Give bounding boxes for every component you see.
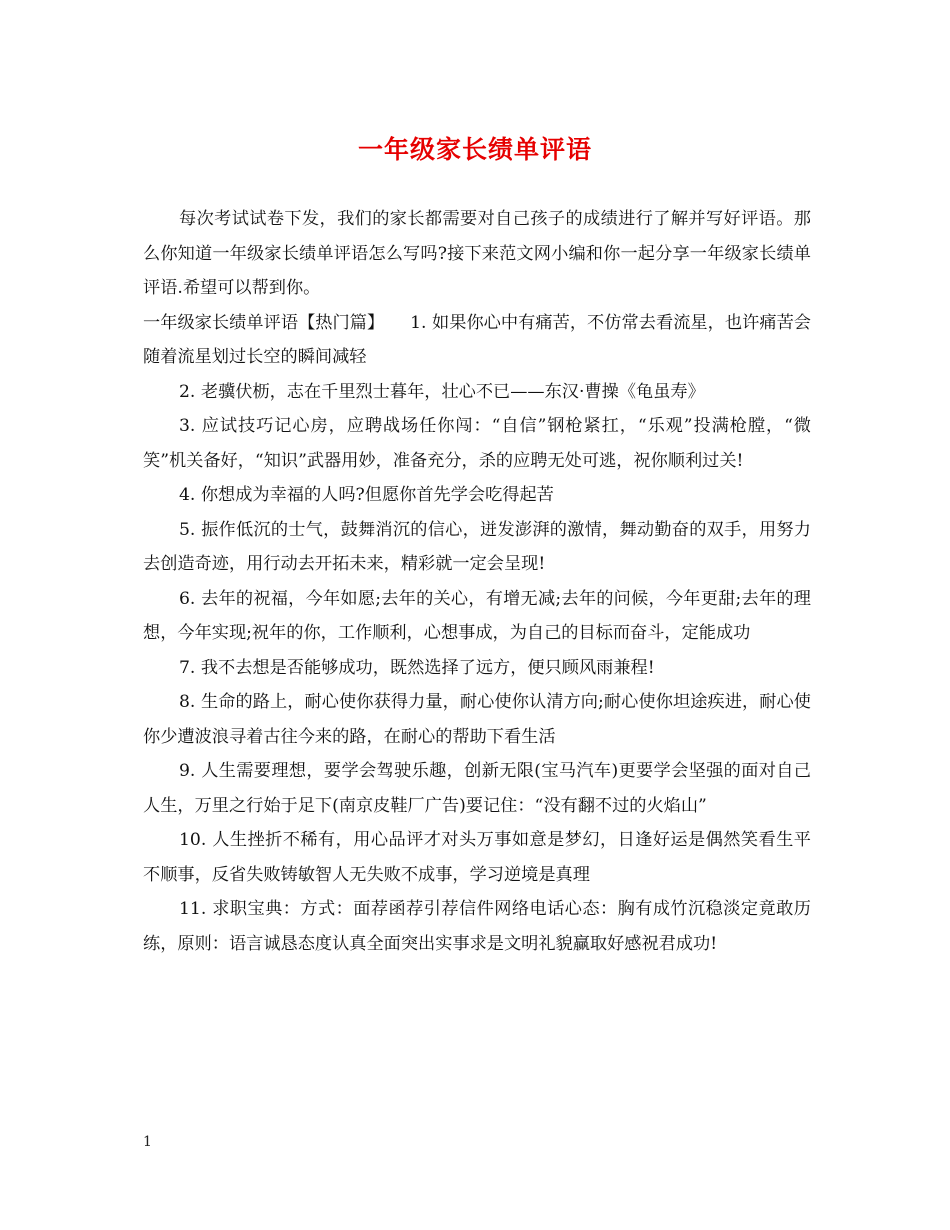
list-item: 11. 求职宝典：方式：面荐函荐引荐信件网络电话心态：胸有成竹沉稳淡定竟敢历练，原则：语言诚恳态度认真全面突出实事求是文明礼貌赢取好感祝君成功! xyxy=(143,899,811,954)
list-item: 9. 人生需要理想，要学会驾驶乐趣，创新无限(宝马汽车)更要学会坚强的面对自己人生，万里之行始于足下(南京皮鞋厂广告)要记住：“没有翻不过的火焰山” xyxy=(143,761,811,816)
section-heading-paragraph: 一年级家长绩单评语【热门篇】 1. 如果你心中有痛苦，不仿常去看流星，也许痛苦会随着流星划过长空的瞬间减轻 xyxy=(143,312,811,367)
list-item: 4. 你想成为幸福的人吗?但愿你首先学会吃得起苦 xyxy=(179,485,554,505)
list-item: 6. 去年的祝福，今年如愿;去年的关心，有增无减;去年的问候，今年更甜;去年的理想，今年实现;祝年的你，工作顺利，心想事成，为自己的目标而奋斗，定能成功 xyxy=(143,588,811,643)
list-item: 2. 老骥伏枥，志在千里烈士暮年，壮心不已——东汉·曹操《龟虽寿》 xyxy=(179,381,705,402)
document-body xyxy=(143,202,811,961)
list-item: 5. 振作低沉的士气，鼓舞消沉的信心，迸发澎湃的激情，舞动勤奋的双手，用努力去创造奇迹，用行动去开拓未来，精彩就一定会呈现! xyxy=(143,519,811,574)
document-title: 一年级家长绩单评语 xyxy=(357,135,592,164)
intro-paragraph: 每次考试试卷下发，我们的家长都需要对自己孩子的成绩进行了解并写好评语。那么你知道一年级家长绩单评语怎么写吗?接下来范文网小编和你一起分享一年级家长绩单评语.希望可以帮到你。 xyxy=(143,209,811,298)
list-item: 10. 人生挫折不稀有，用心品评才对头万事如意是梦幻，日逢好运是偶然笑看生平不顺事，反省失败铸敏智人无失败不成事，学习逆境是真理 xyxy=(143,830,811,885)
list-item: 8. 生命的路上，耐心使你获得力量，耐心使你认清方向;耐心使你坦途疾进，耐心使你少遭波浪寻着古往今来的路，在耐心的帮助下看生活 xyxy=(143,692,811,747)
list-item: 3. 应试技巧记心房，应聘战场任你闯：“自信”钢枪紧扛，“乐观”投满枪膛，“微笑”机关备好，“知识”武器用妙，准备充分，杀的应聘无处可逃，祝你顺利过关! xyxy=(143,416,811,471)
page-number: 1 xyxy=(143,1134,152,1150)
list-item: 7. 我不去想是否能够成功，既然选择了远方，便只顾风雨兼程! xyxy=(179,657,655,678)
